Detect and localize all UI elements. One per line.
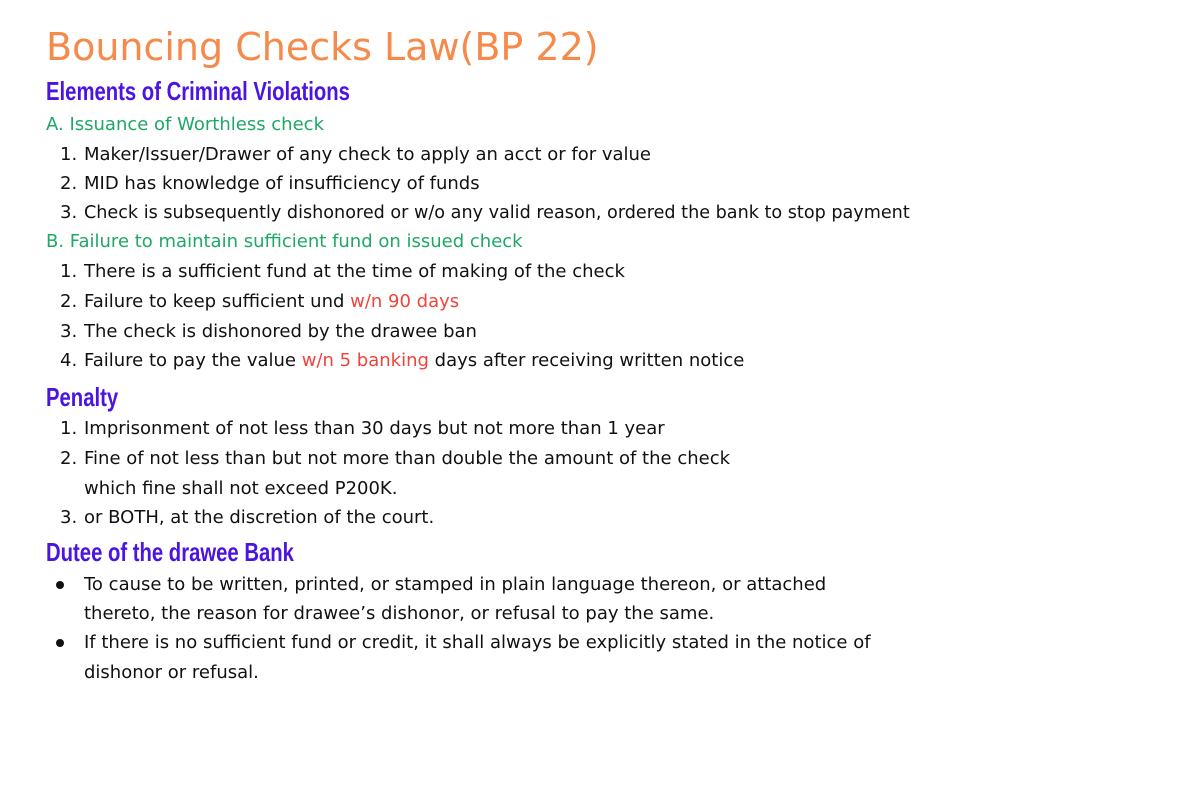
duties-heading: Dutee of the drawee Bank [46,537,294,567]
list-text: which fine shall not exceed P200K. [84,478,398,499]
penalty-heading: Penalty [46,382,119,412]
list-number: 2. [60,291,78,312]
list-number: 3. [60,321,78,342]
list-number: 2. [60,173,78,194]
section-b-label: B. Failure to maintain sufficient fund on issued check [46,231,523,252]
list-number: 1. [60,144,78,165]
bullet-text: thereto, the reason for drawee’s dishonor, or refusal to pay the same. [84,603,715,624]
bullet-icon [56,639,64,647]
highlight-text: w/n 5 banking [301,350,429,371]
list-text: Fine of not less than but not more than double the amount of the check [84,448,731,469]
bullet-text: If there is no sufficient fund or credit, it shall always be explicitly stated in the notice of [84,632,871,653]
list-text [84,349,744,373]
list-text-part: Failure to pay the value [84,350,302,371]
list-number: 1. [60,418,78,439]
bullet-text: dishonor or refusal. [84,662,259,683]
list-text: Imprisonment of not less than 30 days but not more than 1 year [84,418,665,439]
list-text-part: days after receiving written notice [428,350,745,371]
list-text: or BOTH, at the discretion of the court. [84,507,435,528]
bullet-icon [56,581,64,589]
highlight-text: w/n 90 days [350,291,460,312]
list-text [84,290,459,314]
list-text: There is a sufficient fund at the time of making of the check [84,261,625,282]
section-a-label: A. Issuance of Worthless check [46,114,324,135]
list-number: 4. [60,350,78,371]
list-text-part: Failure to keep sufficient und [84,291,351,312]
list-number: 3. [60,202,78,223]
page-title: Bouncing Checks Law(BP 22) [46,25,599,69]
elements-heading: Elements of Criminal Violations [46,76,350,106]
list-text: Check is subsequently dishonored or w/o any valid reason, ordered the bank to stop payment [84,203,910,223]
list-text: MID has knowledge of insufficiency of funds [84,173,480,194]
list-number: 3. [60,507,78,528]
list-text: The check is dishonored by the drawee ban [84,321,477,342]
list-number: 2. [60,448,78,469]
bullet-text: To cause to be written, printed, or stamped in plain language thereon, or attached [84,574,827,595]
list-number: 1. [60,261,78,282]
list-text: Maker/Issuer/Drawer of any check to apply an acct or for value [84,144,651,165]
